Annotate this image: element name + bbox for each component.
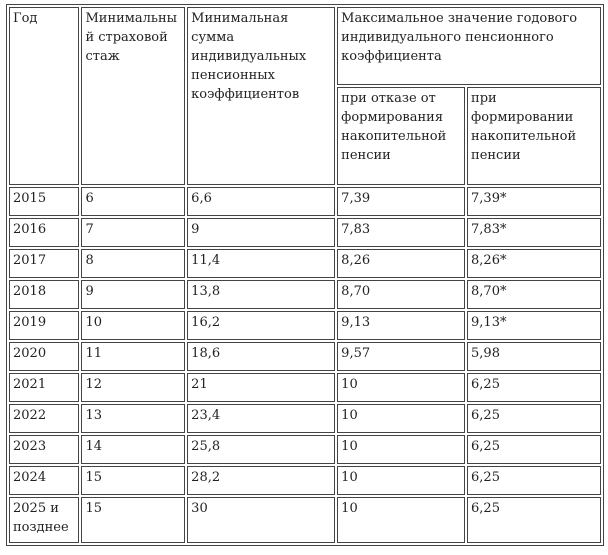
header-min-sum: Минимальная сумма индивидуальных пенсионных коэффициентов xyxy=(187,7,335,185)
table-row xyxy=(9,497,601,543)
cell-sum: 25,8 xyxy=(187,435,335,464)
cell-forming: 7,83* xyxy=(467,218,601,247)
table-row xyxy=(9,249,601,278)
table-row xyxy=(9,466,601,495)
table-row xyxy=(9,342,601,371)
cell-stazh: 7 xyxy=(81,218,185,247)
cell-sum: 23,4 xyxy=(187,404,335,433)
cell-forming: 6,25 xyxy=(467,497,601,543)
table-row xyxy=(9,373,601,402)
cell-forming: 6,25 xyxy=(467,404,601,433)
cell-year: 2019 xyxy=(9,311,79,340)
table-row xyxy=(9,218,601,247)
cell-refuse: 8,70 xyxy=(337,280,465,309)
cell-stazh: 6 xyxy=(81,187,185,216)
cell-sum: 28,2 xyxy=(187,466,335,495)
cell-forming: 8,70* xyxy=(467,280,601,309)
cell-year: 2020 xyxy=(9,342,79,371)
header-min-stazh: Минимальный страховой стаж xyxy=(81,7,185,185)
cell-stazh: 11 xyxy=(81,342,185,371)
cell-forming: 6,25 xyxy=(467,373,601,402)
cell-stazh: 13 xyxy=(81,404,185,433)
table-row xyxy=(9,311,601,340)
cell-forming: 5,98 xyxy=(467,342,601,371)
cell-forming: 9,13* xyxy=(467,311,601,340)
cell-stazh: 12 xyxy=(81,373,185,402)
header-year: Год xyxy=(9,7,79,185)
header-row-top xyxy=(9,7,601,85)
cell-stazh: 9 xyxy=(81,280,185,309)
cell-refuse: 10 xyxy=(337,435,465,464)
cell-stazh: 8 xyxy=(81,249,185,278)
cell-forming: 6,25 xyxy=(467,466,601,495)
cell-year: 2015 xyxy=(9,187,79,216)
cell-refuse: 7,83 xyxy=(337,218,465,247)
header-max-value: Максимальное значение годового индивидуального пенсионного коэффициента xyxy=(337,7,601,85)
cell-refuse: 7,39 xyxy=(337,187,465,216)
cell-sum: 9 xyxy=(187,218,335,247)
pension-coefficient-table xyxy=(6,4,604,546)
table-row xyxy=(9,280,601,309)
cell-sum: 21 xyxy=(187,373,335,402)
cell-refuse: 9,13 xyxy=(337,311,465,340)
cell-year: 2025 и позднее xyxy=(9,497,79,543)
cell-refuse: 10 xyxy=(337,373,465,402)
cell-sum: 6,6 xyxy=(187,187,335,216)
cell-sum: 16,2 xyxy=(187,311,335,340)
table-row xyxy=(9,435,601,464)
cell-refuse: 10 xyxy=(337,404,465,433)
cell-sum: 18,6 xyxy=(187,342,335,371)
header-refuse: при отказе от формирования накопительной пенсии xyxy=(337,87,465,185)
cell-sum: 13,8 xyxy=(187,280,335,309)
cell-stazh: 15 xyxy=(81,466,185,495)
cell-stazh: 10 xyxy=(81,311,185,340)
cell-refuse: 10 xyxy=(337,497,465,543)
cell-stazh: 15 xyxy=(81,497,185,543)
cell-year: 2021 xyxy=(9,373,79,402)
cell-sum: 11,4 xyxy=(187,249,335,278)
cell-year: 2024 xyxy=(9,466,79,495)
header-forming: при формировании накопительной пенсии xyxy=(467,87,601,185)
cell-forming: 7,39* xyxy=(467,187,601,216)
cell-year: 2018 xyxy=(9,280,79,309)
cell-forming: 8,26* xyxy=(467,249,601,278)
cell-stazh: 14 xyxy=(81,435,185,464)
cell-refuse: 10 xyxy=(337,466,465,495)
cell-year: 2016 xyxy=(9,218,79,247)
table-row xyxy=(9,404,601,433)
cell-year: 2022 xyxy=(9,404,79,433)
cell-forming: 6,25 xyxy=(467,435,601,464)
cell-sum: 30 xyxy=(187,497,335,543)
cell-refuse: 8,26 xyxy=(337,249,465,278)
table-row xyxy=(9,187,601,216)
cell-year: 2017 xyxy=(9,249,79,278)
cell-refuse: 9,57 xyxy=(337,342,465,371)
cell-year: 2023 xyxy=(9,435,79,464)
